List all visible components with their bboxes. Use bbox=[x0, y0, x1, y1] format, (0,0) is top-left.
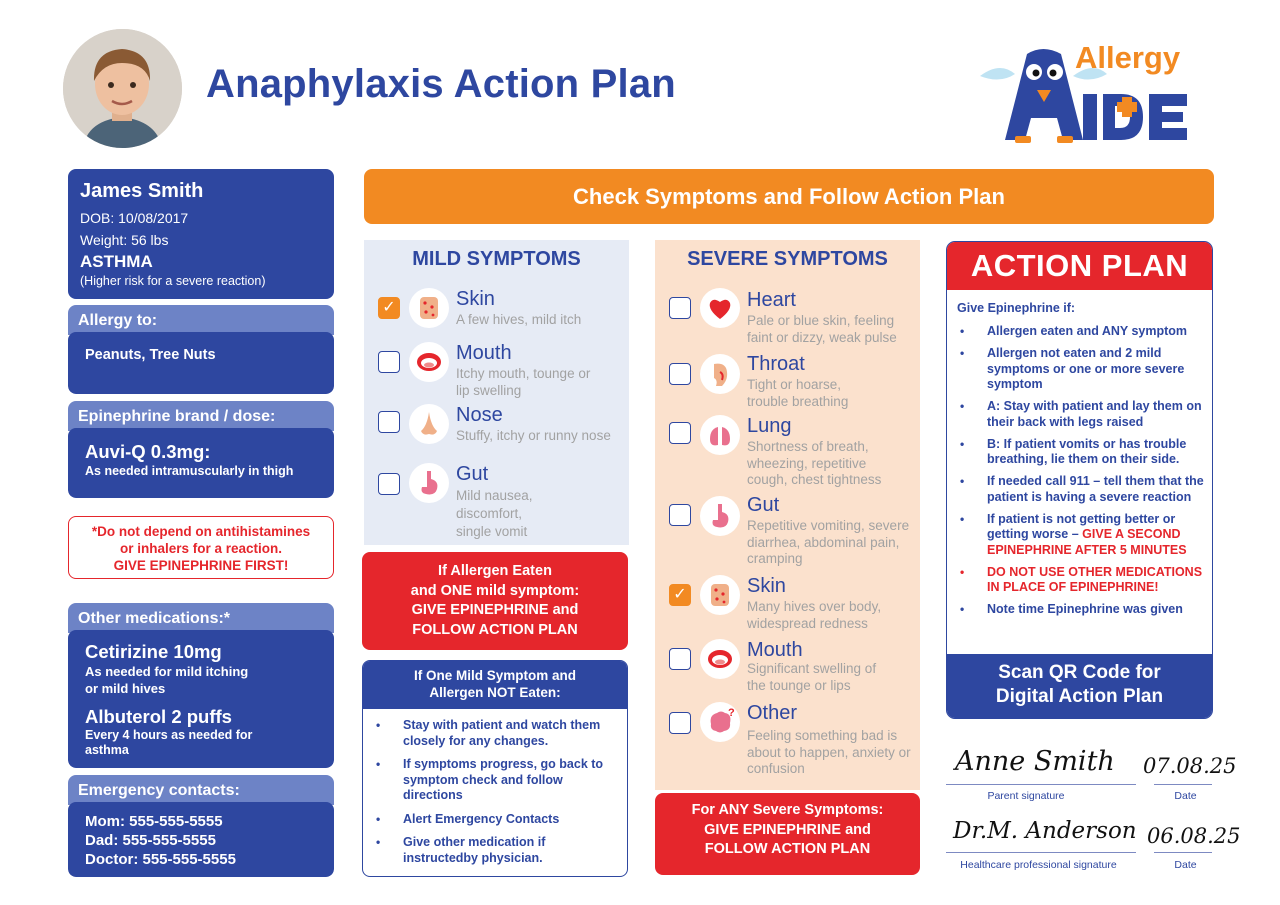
allergy-card bbox=[68, 305, 334, 394]
contact-doctor: Doctor: 555-555-5555 bbox=[85, 851, 236, 868]
second-dose-warning: GIVE A SECOND EPINEPHRINE AFTER 5 MINUTES bbox=[987, 527, 1187, 557]
symptom-name: Lung bbox=[747, 415, 792, 437]
list-item: • Stay with patient and watch them closely for any changes. bbox=[363, 718, 619, 749]
allergen-not-eaten-box bbox=[362, 660, 628, 877]
warning-line-3: GIVE EPINEPHRINE FIRST! bbox=[113, 558, 289, 573]
list-item: • If needed call 911 – tell them that the patient is having a severe reaction bbox=[947, 474, 1204, 505]
mild-action-line: FOLLOW ACTION PLAN bbox=[412, 621, 578, 638]
skin-icon bbox=[700, 575, 740, 615]
gut-icon bbox=[409, 463, 449, 503]
parent-signature-date: 07.08.25 bbox=[1143, 754, 1237, 778]
mild-action-line: If Allergen Eaten bbox=[438, 563, 552, 579]
parent-date-line bbox=[1154, 784, 1212, 785]
epinephrine-dose: Auvi-Q 0.3mg: bbox=[85, 441, 211, 462]
qr-prompt-line: Digital Action Plan bbox=[995, 686, 1164, 707]
patient-condition: ASTHMA bbox=[80, 252, 153, 271]
severe-mouth-checkbox[interactable] bbox=[669, 648, 691, 670]
symptom-name: Skin bbox=[456, 288, 495, 310]
lung-icon bbox=[700, 415, 740, 455]
logo-text-allergy: Allergy bbox=[1075, 40, 1181, 75]
symptom-description: Mild nausea, discomfort, single vomit bbox=[456, 488, 533, 539]
contact-mom: Mom: 555-555-5555 bbox=[85, 813, 223, 830]
symptom-description: Pale or blue skin, feeling faint or dizzy, weak pulse bbox=[747, 313, 897, 345]
healthcare-signature: Dr.M. Anderson bbox=[953, 818, 1137, 844]
medication-name: Cetirizine 10mg bbox=[85, 641, 222, 662]
patient-name: James Smith bbox=[80, 180, 204, 202]
check-symptoms-banner: Check Symptoms and Follow Action Plan bbox=[364, 169, 1214, 224]
patient-risk-note: (Higher risk for a severe reaction) bbox=[80, 274, 266, 288]
mild-gut-checkbox[interactable] bbox=[378, 473, 400, 495]
qr-prompt-line: Scan QR Code for bbox=[998, 662, 1161, 683]
mild-symptoms-title: MILD SYMPTOMS bbox=[412, 248, 581, 270]
healthcare-signature-date: 06.08.25 bbox=[1147, 824, 1241, 848]
emergency-contacts-card bbox=[68, 775, 334, 877]
emergency-contacts-label: Emergency contacts: bbox=[68, 775, 334, 805]
mild-skin-checkbox[interactable]: ✓ bbox=[378, 297, 400, 319]
allergy-aide-logo bbox=[975, 36, 1195, 148]
severe-gut-checkbox[interactable] bbox=[669, 504, 691, 526]
not-eaten-list bbox=[363, 709, 627, 866]
parent-signature-label: Parent signature bbox=[987, 790, 1065, 802]
healthcare-signature-label: Healthcare professional signature bbox=[960, 859, 1117, 871]
mild-mouth-checkbox[interactable] bbox=[378, 351, 400, 373]
parent-signature-line bbox=[946, 784, 1136, 785]
symptom-name: Gut bbox=[747, 494, 780, 516]
other-medications-label: Other medications:* bbox=[68, 603, 334, 633]
symptom-name: Heart bbox=[747, 289, 796, 311]
symptom-name: Mouth bbox=[456, 342, 512, 364]
list-item: • Allergen eaten and ANY symptom bbox=[947, 324, 1204, 340]
symptom-name: Nose bbox=[456, 404, 503, 426]
list-item bbox=[947, 512, 1204, 559]
throat-icon bbox=[700, 354, 740, 394]
antihistamine-warning bbox=[68, 516, 334, 579]
list-item: • Alert Emergency Contacts bbox=[363, 812, 619, 828]
epinephrine-card bbox=[68, 401, 334, 498]
symptom-description: A few hives, mild itch bbox=[456, 312, 582, 327]
severe-symptoms-panel bbox=[655, 240, 920, 790]
list-item: • If symptoms progress, go back to symptom check and follow directions bbox=[363, 757, 619, 804]
symptom-description: Repetitive vomiting, severe diarrhea, abdominal pain, cramping bbox=[747, 518, 910, 566]
patient-info-card bbox=[68, 169, 334, 299]
heart-icon bbox=[700, 288, 740, 328]
epinephrine-note: As needed intramuscularly in thigh bbox=[85, 464, 294, 478]
contact-dad: Dad: 555-555-5555 bbox=[85, 832, 216, 849]
severe-throat-checkbox[interactable] bbox=[669, 363, 691, 385]
allergy-value: Peanuts, Tree Nuts bbox=[68, 332, 334, 394]
medication-note: asthma bbox=[85, 743, 129, 757]
list-item: • Note time Epinephrine was given bbox=[947, 602, 1204, 618]
page-title: Anaphylaxis Action Plan bbox=[206, 62, 676, 106]
mild-action-callout bbox=[362, 552, 628, 650]
list-item: • Allergen not eaten and 2 mild symptoms or one or more severe symptom bbox=[947, 346, 1204, 393]
qr-code-prompt[interactable] bbox=[947, 654, 1212, 718]
not-eaten-title-line: If One Mild Symptom and bbox=[413, 668, 576, 683]
allergen-not-eaten-title bbox=[363, 661, 627, 709]
symptom-description: Shortness of breath, wheezing, repetitive cough, chest tightness bbox=[747, 439, 882, 487]
medication-note: Every 4 hours as needed for bbox=[85, 728, 253, 742]
logo-letter-i bbox=[1083, 94, 1097, 140]
gut-icon bbox=[700, 496, 740, 536]
second-dose-lead: If patient is not getting better or getting worse – bbox=[987, 511, 1176, 541]
allergy-label: Allergy to: bbox=[68, 305, 334, 335]
list-item: • DO NOT USE OTHER MEDICATIONS IN PLACE OF EPINEPHRINE! bbox=[947, 565, 1204, 596]
symptom-name: Skin bbox=[747, 575, 786, 597]
severe-action-line: GIVE EPINEPHRINE and bbox=[704, 821, 871, 838]
symptom-name: Mouth bbox=[747, 639, 803, 661]
severe-symptoms-title: SEVERE SYMPTOMS bbox=[687, 248, 888, 270]
mild-nose-checkbox[interactable] bbox=[378, 411, 400, 433]
mild-action-line: and ONE mild symptom: bbox=[410, 582, 580, 599]
list-item: • Give other medication if instructedby physician. bbox=[363, 835, 619, 866]
not-eaten-title-line: Allergen NOT Eaten: bbox=[429, 685, 561, 700]
svg-text:?: ? bbox=[728, 707, 735, 719]
parent-signature: Anne Smith bbox=[955, 746, 1115, 777]
mild-symptoms-panel bbox=[364, 240, 629, 545]
severe-action-callout bbox=[655, 793, 920, 875]
action-plan-box bbox=[946, 241, 1213, 719]
list-item: • A: Stay with patient and lay them on their back with legs raised bbox=[947, 399, 1204, 430]
severe-heart-checkbox[interactable] bbox=[669, 297, 691, 319]
epinephrine-body bbox=[68, 428, 334, 498]
mouth-icon bbox=[700, 639, 740, 679]
patient-photo bbox=[63, 29, 182, 148]
medication-name: Albuterol 2 puffs bbox=[85, 706, 232, 727]
brain-icon bbox=[700, 702, 740, 742]
symptom-description: Stuffy, itchy or runny nose bbox=[456, 428, 611, 443]
severe-skin-checkbox[interactable]: ✓ bbox=[669, 584, 691, 606]
severe-other-checkbox[interactable] bbox=[669, 712, 691, 734]
symptom-description: Feeling something bad is about to happen, anxiety or confusion bbox=[747, 728, 911, 776]
list-item: • B: If patient vomits or has trouble breathing, lie them on their side. bbox=[947, 437, 1204, 468]
nose-icon bbox=[409, 404, 449, 444]
medication-note: or mild hives bbox=[85, 681, 166, 696]
severe-lung-checkbox[interactable] bbox=[669, 422, 691, 444]
medication-note: As needed for mild itching bbox=[85, 664, 249, 679]
patient-dob: DOB: 10/08/2017 bbox=[80, 210, 189, 226]
epinephrine-label: Epinephrine brand / dose: bbox=[68, 401, 334, 431]
severe-action-line: For ANY Severe Symptoms: bbox=[691, 802, 884, 818]
mild-action-line: GIVE EPINEPHRINE and bbox=[411, 602, 579, 618]
symptom-description: Significant swelling of the tounge or lips bbox=[747, 661, 877, 693]
healthcare-signature-line bbox=[946, 852, 1136, 853]
warning-line-1: *Do not depend on antihistamines bbox=[91, 524, 311, 539]
symptom-name: Other bbox=[747, 702, 798, 724]
other-medications-card bbox=[68, 603, 334, 768]
warning-line-2: or inhalers for a reaction. bbox=[119, 541, 283, 556]
action-plan-intro: Give Epinephrine if: bbox=[957, 301, 1076, 315]
healthcare-date-label: Date bbox=[1174, 859, 1197, 871]
patient-weight: Weight: 56 lbs bbox=[80, 232, 169, 248]
symptom-name: Throat bbox=[747, 353, 805, 375]
action-plan-title: ACTION PLAN bbox=[947, 242, 1212, 290]
skin-icon bbox=[409, 288, 449, 328]
severe-action-line: FOLLOW ACTION PLAN bbox=[704, 841, 871, 857]
healthcare-date-line bbox=[1154, 852, 1212, 853]
mouth-icon bbox=[409, 342, 449, 382]
symptom-description: Many hives over body, widespread redness bbox=[747, 599, 882, 631]
other-medications-body bbox=[68, 630, 334, 768]
emergency-contacts-body bbox=[68, 802, 334, 877]
parent-date-label: Date bbox=[1174, 790, 1197, 802]
symptom-description: Tight or hoarse, trouble breathing bbox=[747, 377, 849, 409]
symptom-name: Gut bbox=[456, 463, 489, 485]
action-plan-list bbox=[947, 315, 1212, 618]
symptom-description: Itchy mouth, tounge or lip swelling bbox=[456, 366, 591, 398]
